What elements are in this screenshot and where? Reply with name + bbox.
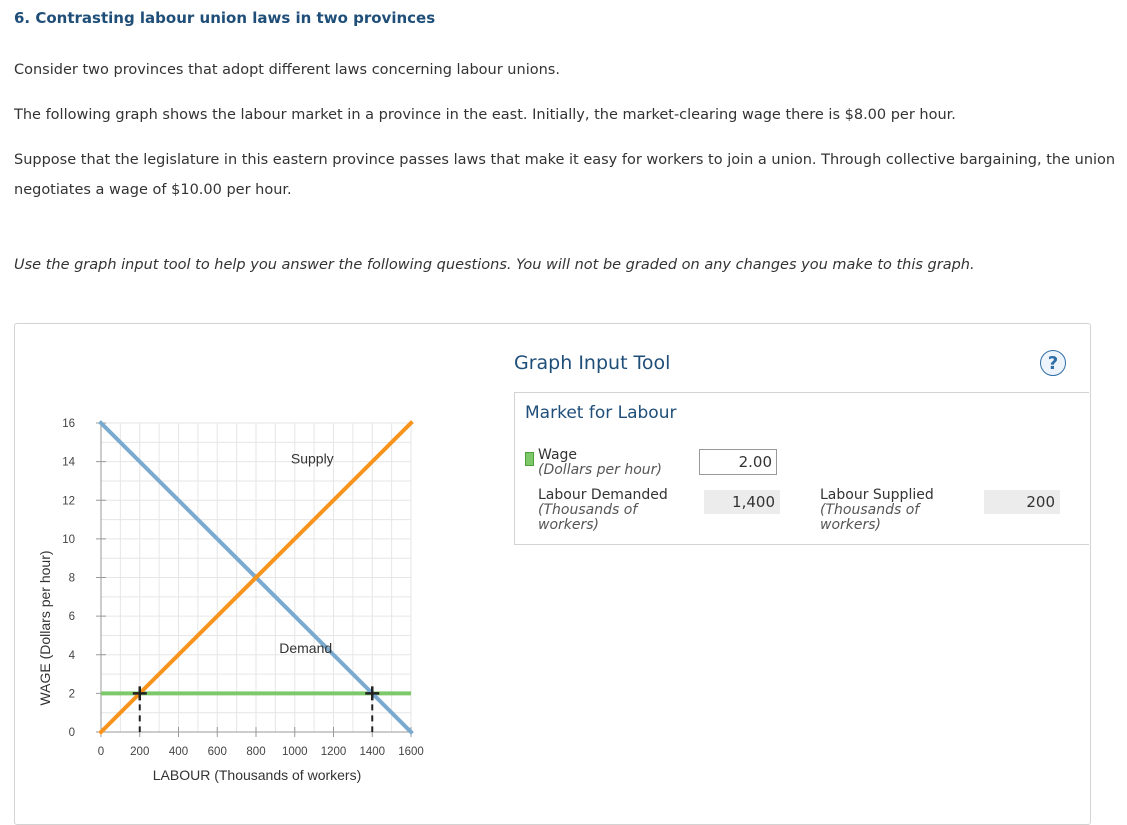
y-tick-label: 12 (62, 495, 75, 508)
y-tick-label: 2 (68, 688, 75, 701)
wage-unit: (Dollars per hour) (538, 462, 662, 478)
labour-demanded-label: Labour Demanded (538, 487, 668, 503)
y-tick-label: 8 (68, 572, 75, 585)
labour-supplied-label-group (820, 488, 934, 533)
y-axis-label: WAGE (Dollars per hour) (37, 550, 53, 706)
x-tick-label: 400 (168, 746, 189, 758)
x-tick-label: 0 (97, 746, 105, 758)
labour-demanded-unit-2: workers) (538, 517, 600, 533)
y-tick-label: 6 (68, 611, 75, 624)
market-title: Market for Labour (525, 403, 677, 423)
labour-demanded-label-group (538, 488, 668, 533)
y-tick-label: 10 (62, 533, 75, 546)
graph-input-tool-title: Graph Input Tool (514, 352, 671, 374)
x-tick-label: 600 (207, 746, 227, 758)
instruction-paragraph: Use the graph input tool to help you answer the following questions. You will not be graded on any changes you make to this graph. (14, 257, 975, 273)
x-axis-label: LABOUR (Thousands of workers) (152, 767, 362, 783)
x-tick-label: 1200 (320, 746, 347, 758)
labour-supplied-unit-2: workers) (820, 517, 882, 533)
x-tick-label: 1600 (398, 746, 424, 758)
question-title: 6. Contrasting labour union laws in two provinces (14, 9, 436, 27)
demand-label: Demand (279, 639, 333, 656)
labour-demanded-unit-1: (Thousands of (538, 502, 638, 518)
x-tick-label: 1400 (359, 746, 386, 758)
union-scenario-paragraph: Suppose that the legislature in this eastern province passes laws that make it easy for workers to join a union. Through collective bargaining, the union negotiates a wage of $10.00 per hour. (14, 152, 1116, 198)
y-tick-label: 16 (62, 418, 75, 430)
intro-paragraph: Consider two provinces that adopt different laws concerning labour unions. (14, 62, 560, 78)
help-icon[interactable]: ? (1040, 350, 1066, 376)
x-tick-label: 200 (130, 746, 150, 758)
y-tick-label: 4 (68, 649, 75, 662)
wage-input[interactable]: 2.00 (699, 449, 777, 475)
labour-market-graph[interactable] (30, 405, 430, 790)
wage-label-group (538, 448, 662, 478)
wage-swatch-icon (525, 452, 534, 466)
wage-label: Wage (538, 447, 578, 463)
x-tick-label: 800 (246, 746, 266, 758)
labour-demanded-value: 1,400 (704, 490, 780, 514)
labour-supplied-unit-1: (Thousands of (820, 502, 920, 518)
graph-description-paragraph: The following graph shows the labour market in a province in the east. Initially, the market-clearing wage there is $8.00 per hour. (14, 107, 956, 123)
labour-supplied-value: 200 (984, 490, 1060, 514)
x-tick-label: 1000 (281, 746, 308, 758)
y-tick-label: 14 (62, 456, 75, 469)
supply-label: Supply (290, 450, 334, 467)
y-tick-label: 0 (68, 727, 75, 739)
labour-supplied-label: Labour Supplied (820, 487, 934, 503)
